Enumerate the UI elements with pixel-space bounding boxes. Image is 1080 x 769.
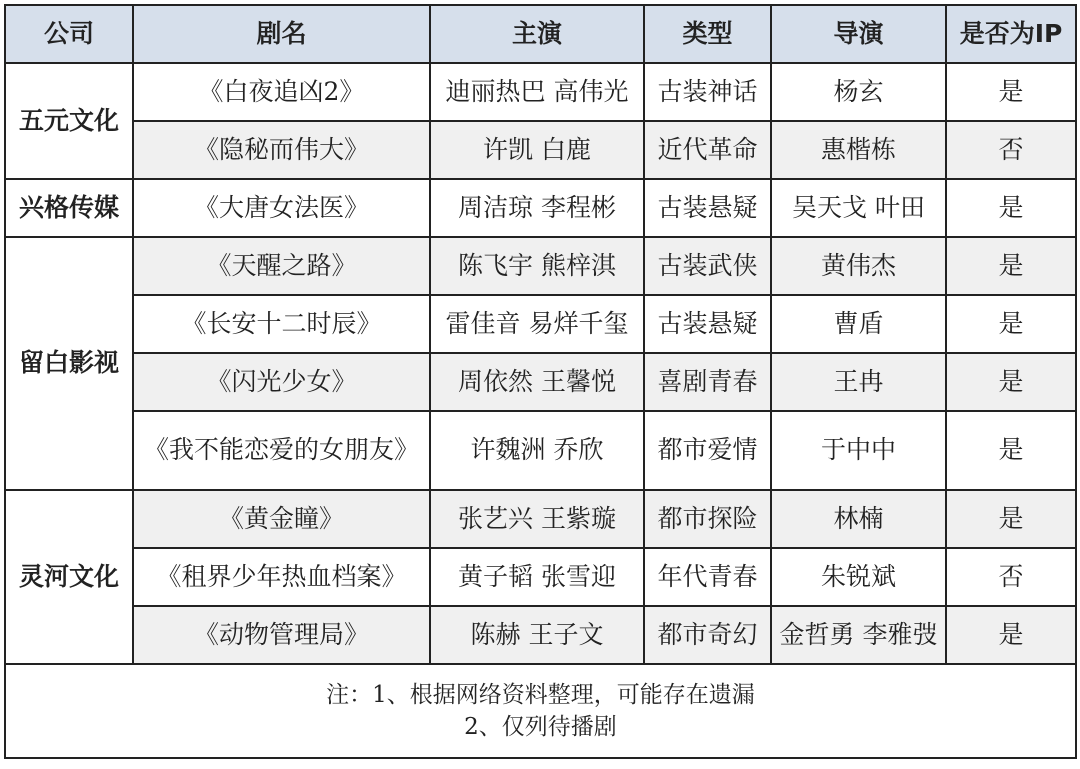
director-cell: 黄伟杰 bbox=[771, 237, 946, 295]
cast-cell: 雷佳音 易烊千玺 bbox=[430, 295, 644, 353]
note-line-1: 注：1、根据网络资料整理，可能存在遗漏 bbox=[326, 681, 755, 708]
director-cell: 朱锐斌 bbox=[771, 548, 946, 606]
ip-cell: 是 bbox=[946, 490, 1076, 548]
genre-cell: 古装神话 bbox=[644, 63, 771, 121]
director-cell: 金哲勇 李雅弢 bbox=[771, 606, 946, 664]
header-cast: 主演 bbox=[430, 5, 644, 63]
cast-cell: 陈飞宇 熊梓淇 bbox=[430, 237, 644, 295]
genre-cell: 都市奇幻 bbox=[644, 606, 771, 664]
notes-row bbox=[5, 664, 1076, 758]
title-cell: 《天醒之路》 bbox=[133, 237, 430, 295]
title-cell: 《大唐女法医》 bbox=[133, 179, 430, 237]
director-cell: 曹盾 bbox=[771, 295, 946, 353]
ip-cell: 是 bbox=[946, 237, 1076, 295]
drama-table bbox=[4, 4, 1077, 759]
title-cell: 《租界少年热血档案》 bbox=[133, 548, 430, 606]
cast-cell: 许魏洲 乔欣 bbox=[430, 411, 644, 490]
ip-cell: 否 bbox=[946, 121, 1076, 179]
company-cell: 兴格传媒 bbox=[5, 179, 133, 237]
table-row bbox=[5, 179, 1076, 237]
header-title: 剧名 bbox=[133, 5, 430, 63]
director-cell: 惠楷栋 bbox=[771, 121, 946, 179]
title-cell: 《白夜追凶2》 bbox=[133, 63, 430, 121]
cast-cell: 张艺兴 王紫璇 bbox=[430, 490, 644, 548]
ip-cell: 是 bbox=[946, 179, 1076, 237]
ip-cell: 是 bbox=[946, 295, 1076, 353]
genre-cell: 古装悬疑 bbox=[644, 179, 771, 237]
ip-cell: 否 bbox=[946, 548, 1076, 606]
director-cell: 吴天戈 叶田 bbox=[771, 179, 946, 237]
table-row bbox=[5, 237, 1076, 295]
director-cell: 于中中 bbox=[771, 411, 946, 490]
genre-cell: 古装悬疑 bbox=[644, 295, 771, 353]
table-row bbox=[5, 548, 1076, 606]
company-cell: 五元文化 bbox=[5, 63, 133, 179]
table-row bbox=[5, 606, 1076, 664]
ip-cell: 是 bbox=[946, 606, 1076, 664]
header-genre: 类型 bbox=[644, 5, 771, 63]
table-row bbox=[5, 63, 1076, 121]
cast-cell: 周洁琼 李程彬 bbox=[430, 179, 644, 237]
note-line-2: 2、仅列待播剧 bbox=[464, 714, 617, 740]
cast-cell: 许凯 白鹿 bbox=[430, 121, 644, 179]
cast-cell: 黄子韬 张雪迎 bbox=[430, 548, 644, 606]
director-cell: 杨玄 bbox=[771, 63, 946, 121]
table-row bbox=[5, 353, 1076, 411]
header-director: 导演 bbox=[771, 5, 946, 63]
table-row bbox=[5, 295, 1076, 353]
genre-cell: 近代革命 bbox=[644, 121, 771, 179]
genre-cell: 都市探险 bbox=[644, 490, 771, 548]
ip-cell: 是 bbox=[946, 353, 1076, 411]
title-cell: 《隐秘而伟大》 bbox=[133, 121, 430, 179]
director-cell: 林楠 bbox=[771, 490, 946, 548]
company-cell: 灵河文化 bbox=[5, 490, 133, 664]
ip-cell: 是 bbox=[946, 63, 1076, 121]
genre-cell: 古装武侠 bbox=[644, 237, 771, 295]
genre-cell: 年代青春 bbox=[644, 548, 771, 606]
table-row bbox=[5, 490, 1076, 548]
title-cell: 《我不能恋爱的女朋友》 bbox=[133, 411, 430, 490]
company-cell: 留白影视 bbox=[5, 237, 133, 490]
table-row bbox=[5, 121, 1076, 179]
title-cell: 《闪光少女》 bbox=[133, 353, 430, 411]
title-cell: 《黄金瞳》 bbox=[133, 490, 430, 548]
table-row bbox=[5, 411, 1076, 490]
genre-cell: 都市爱情 bbox=[644, 411, 771, 490]
director-cell: 王冉 bbox=[771, 353, 946, 411]
cast-cell: 陈赫 王子文 bbox=[430, 606, 644, 664]
header-row bbox=[5, 5, 1076, 63]
title-cell: 《长安十二时辰》 bbox=[133, 295, 430, 353]
header-company: 公司 bbox=[5, 5, 133, 63]
cast-cell: 周依然 王馨悦 bbox=[430, 353, 644, 411]
ip-cell: 是 bbox=[946, 411, 1076, 490]
notes-cell bbox=[5, 664, 1076, 758]
cast-cell: 迪丽热巴 高伟光 bbox=[430, 63, 644, 121]
genre-cell: 喜剧青春 bbox=[644, 353, 771, 411]
header-ip: 是否为IP bbox=[946, 5, 1076, 63]
title-cell: 《动物管理局》 bbox=[133, 606, 430, 664]
